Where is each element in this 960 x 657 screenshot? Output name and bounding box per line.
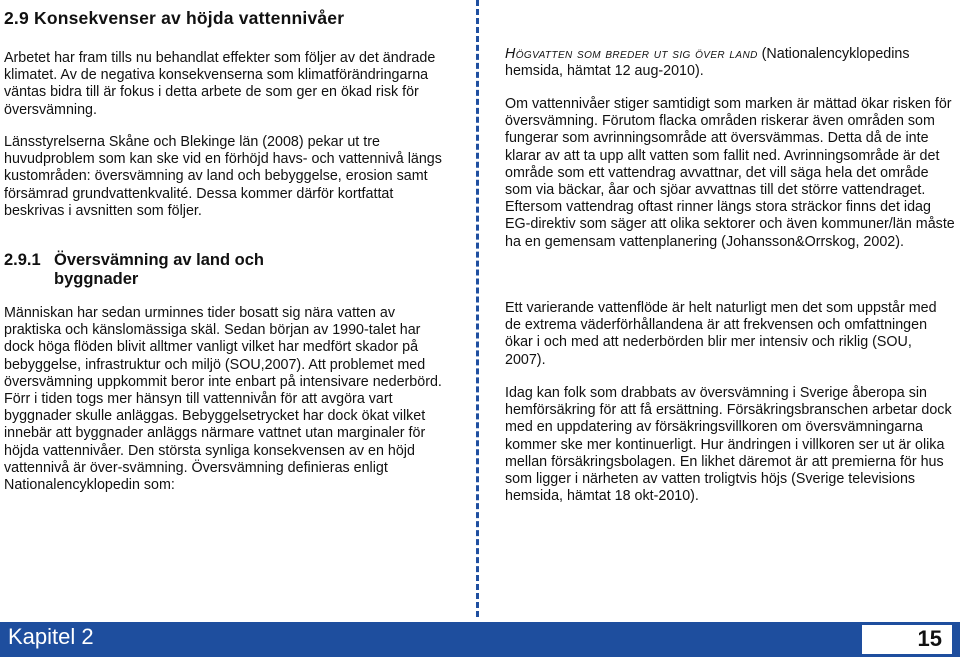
subsection-heading [4, 251, 264, 289]
section-heading: 2.9 Konsekvenser av höjda vattennivåer [4, 8, 345, 28]
quote-definition-text: Högvatten som breder ut sig över land [505, 46, 758, 62]
forsakring-paragraph: Idag kan folk som drabbats av översvämning i Sverige åberopa sin hemförsäkring för att få ersättning. Försäkringsbranschen arbetar dock med en uppdatering av försäkringsvillkoren om översvämningarna kommer ske mer kontinuerligt. Hur ändringen i villkoren ser ut är olika mellan försäkringsbolagen. En likhet däremot är att premierna för hus som ligger i närheten av vatten troligtvis höjs (Sverige televisions hemsida, hämtat 18 okt-2010). [505, 385, 952, 505]
page-footer [0, 622, 960, 657]
column-divider [476, 0, 479, 617]
chapter-label: Kapitel 2 [8, 624, 94, 649]
vattenflode-paragraph: Ett varierande vattenflöde är helt naturligt men det som uppstår med de extrema väderförhållandena är att frekvensen och omfattningen ökar i och med att nederbörden blir mer intensiv och riklig (SOU, 2007). [505, 300, 937, 368]
definition-quote [505, 46, 955, 80]
page-number: 15 [917, 626, 942, 651]
quote-citation: (Nationalencyklopedins hemsida, hämtat 12 aug-2010). [505, 46, 910, 80]
subsection-title-line1: Översvämning av land och [54, 251, 264, 269]
subsection-title-line2: byggnader [54, 270, 139, 288]
page-number-box [862, 625, 952, 654]
manniskan-paragraph: Människan har sedan urminnes tider bosatt sig nära vatten av praktiska och känslomässiga skäl. Sedan början av 1990-talet har dock höga flöden blivit alltmer vanligt vilket har medfört skador på bebyggelse, infrastruktur och miljö (SOU,2007). Att problemet med översvämning uppkommit beror inte enbart på intensivare nederbörd. Förr i tiden togs mer hänsyn till vattennivån för att avgöra vart byggnader skulle anläggas. Bebyggelsetrycket har dock ökat vilket innebär att byggnader anläggs närmare vattnet utan marginaler för höjda vattennivåer. Den största synliga konsekvensen av en höjd vattennivå är över-svämning. Översvämning definieras enligt Nationalencyklopedin som: [4, 305, 442, 494]
vattennivaer-paragraph: Om vattennivåer stiger samtidigt som marken är mättad ökar risken för översvämning. Förutom flacka områden riskerar även områden som fungerar som avrinningsområde att översvämmas. Detta då de inte klarar av att ta upp allt vatten som fallit ned. Avrinningsområde är det område som ett vattendrag avvattnar, det vill säga hela det område som via bäckar, åar och sjöar avvattnas till det större vattendraget. Eftersom vattendrag oftast rinner längs stora sträckor finns det idag EG-direktiv som säger att olika sektorer och även kommuner/län måste ha en gemensam vattenplanering (Johansson&Orrskog, 2002). [505, 96, 955, 250]
intro-paragraph: Arbetet har fram tills nu behandlat effekter som följer av det ändrade klimatet. Av de negativa konsekvenserna som klimatförändringarna väntas bidra till är fokus i detta arbete de som ger en ökad risk för översvämning. [4, 50, 436, 118]
lansstyrelserna-paragraph: Länsstyrelserna Skåne och Blekinge län (2008) pekar ut tre huvudproblem som kan ske vid en förhöjd havs- och vattennivå längs kustområden: översvämning av land och bebyggelse, erosion samt försämrad grundvattenkvalité. Dessa kommer därför kortfattat beskrivas i avsnitten som följer. [4, 134, 442, 219]
subsection-number: 2.9.1 [4, 251, 41, 269]
